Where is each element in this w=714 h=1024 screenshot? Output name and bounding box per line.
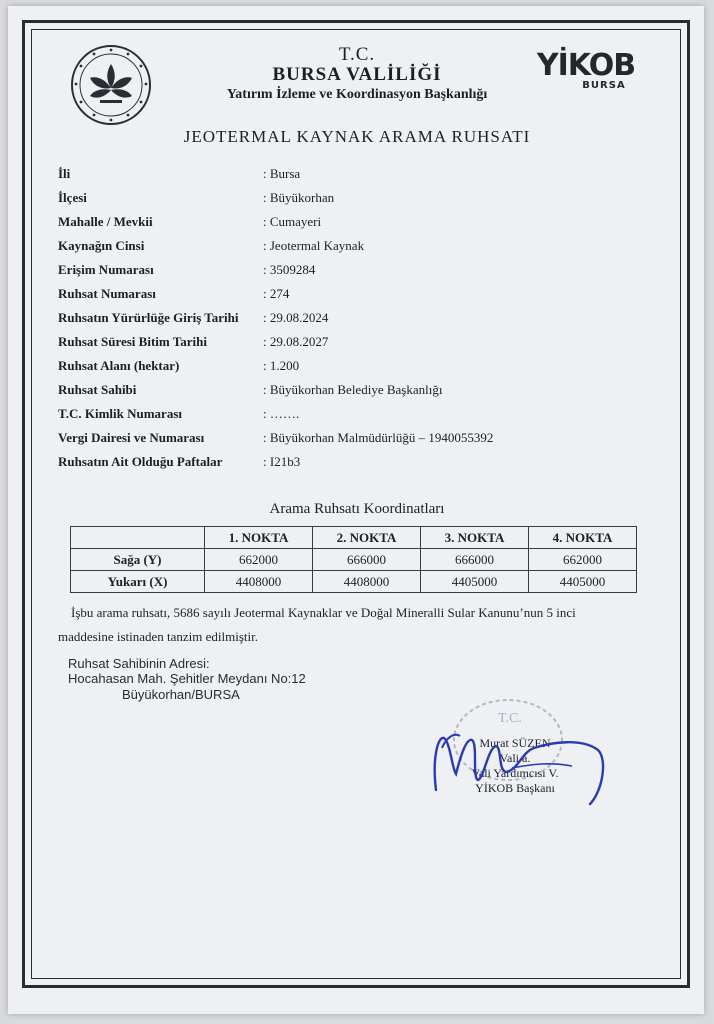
field-value: : I21b3 <box>263 454 301 469</box>
field-label: Erişim Numarası <box>58 262 154 277</box>
field-value: : Cumayeri <box>263 214 322 229</box>
field-row <box>58 212 618 232</box>
field-label: Vergi Dairesi ve Numarası <box>58 430 205 445</box>
field-value: : Jeotermal Kaynak <box>263 238 365 253</box>
field-row <box>58 284 618 304</box>
field-row <box>58 260 618 280</box>
field-row <box>58 380 618 400</box>
table-corner-cell <box>71 527 205 549</box>
table-cell: 666000 <box>421 549 529 571</box>
logo-subtext: BURSA <box>582 80 626 91</box>
coordinates-title: Arama Ruhsatı Koordinatları <box>269 501 445 517</box>
header-tc: T.C. <box>338 44 376 65</box>
document-title: JEOTERMAL KAYNAK ARAMA RUHSATI <box>183 127 531 146</box>
table-row <box>71 571 637 593</box>
address-label: Ruhsat Sahibinin Adresi: <box>68 656 210 671</box>
field-row <box>58 308 618 328</box>
handwritten-signature-icon <box>422 708 622 828</box>
field-value: : 29.08.2027 <box>263 334 329 349</box>
field-value: : 274 <box>263 286 290 301</box>
header-department: Yatırım İzleme ve Koordinasyon Başkanlığı <box>226 87 488 102</box>
table-row <box>71 549 637 571</box>
field-label: Mahalle / Mevkii <box>58 214 153 229</box>
field-value: : ……. <box>263 406 300 421</box>
signatory-title: Vali Yardımcısı V. <box>471 766 559 780</box>
legal-paragraph-line1: İşbu arama ruhsatı, 5686 sayılı Jeotermal Kaynaklar ve Doğal Mineralli Sular Kanunu’nun 5 inci <box>71 605 576 620</box>
signatory-office: YİKOB Başkanı <box>475 781 555 795</box>
row-label: Sağa (Y) <box>71 549 205 571</box>
coordinates-table <box>70 526 637 593</box>
stamp-text: T.C. <box>498 711 522 726</box>
field-label: Ruhsatın Ait Olduğu Paftalar <box>58 454 223 469</box>
field-label: Ruhsat Numarası <box>58 286 156 301</box>
field-value: : Büyükorhan Belediye Başkanlığı <box>263 382 443 397</box>
table-cell: 4405000 <box>421 571 529 593</box>
table-cell: 4408000 <box>313 571 421 593</box>
field-label: Ruhsat Alanı (hektar) <box>58 358 180 373</box>
field-row <box>58 428 618 448</box>
field-label: Ruhsat Sahibi <box>58 382 137 397</box>
column-header: 3. NOKTA <box>421 527 529 549</box>
address-line2: Büyükorhan/BURSA <box>122 687 240 702</box>
field-value: : Büyükorhan Malmüdürlüğü – 1940055392 <box>263 430 494 445</box>
row-label: Yukarı (X) <box>71 571 205 593</box>
address-line1: Hocahasan Mah. Şehitler Meydanı No:12 <box>68 671 306 686</box>
field-value: : 29.08.2024 <box>263 310 329 325</box>
field-label: Ruhsat Süresi Bitim Tarihi <box>58 334 207 349</box>
field-value: : 1.200 <box>263 358 300 373</box>
field-label: Kaynağın Cinsi <box>58 238 145 253</box>
field-row <box>58 236 618 256</box>
table-cell: 662000 <box>205 549 313 571</box>
field-value: : Bursa <box>263 166 301 181</box>
field-label: Ruhsatın Yürürlüğe Giriş Tarihi <box>58 310 239 325</box>
field-row <box>58 404 618 424</box>
field-value: : Büyükorhan <box>263 190 335 205</box>
signatory-line2: Vali a. <box>499 751 531 765</box>
field-label: İlçesi <box>58 190 87 205</box>
table-header-row <box>71 527 637 549</box>
field-row <box>58 452 618 472</box>
field-value: : 3509284 <box>263 262 316 277</box>
field-label: T.C. Kimlik Numarası <box>58 406 182 421</box>
signatory-name: Murat SÜZEN <box>479 736 551 750</box>
column-header: 2. NOKTA <box>313 527 421 549</box>
column-header: 1. NOKTA <box>205 527 313 549</box>
header-valilik: BURSA VALİLİĞİ <box>272 64 442 85</box>
table-cell: 4405000 <box>529 571 637 593</box>
table-cell: 666000 <box>313 549 421 571</box>
table-cell: 662000 <box>529 549 637 571</box>
field-row <box>58 332 618 352</box>
table-cell: 4408000 <box>205 571 313 593</box>
column-header: 4. NOKTA <box>529 527 637 549</box>
field-row <box>58 188 618 208</box>
legal-paragraph-line2: maddesine istinaden tanzim edilmiştir. <box>58 629 259 644</box>
field-row <box>58 164 618 184</box>
field-row <box>58 356 618 376</box>
field-label: İli <box>58 166 71 181</box>
logo-text: YİKOB <box>536 48 636 83</box>
